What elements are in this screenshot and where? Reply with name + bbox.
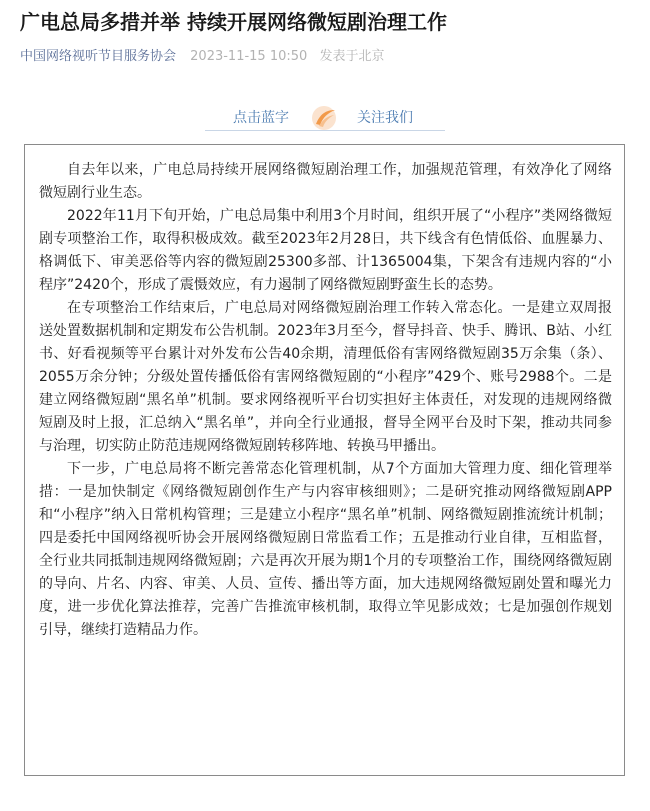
orange-swoosh-icon [308, 104, 340, 132]
account-name-link[interactable]: 中国网络视听节目服务协会 [20, 49, 177, 64]
follow-left-label[interactable]: 点击蓝字 [233, 110, 289, 126]
follow-divider [205, 130, 445, 131]
paragraph-4: 下一步，广电总局将不断完善常态化管理机制，从7个方面加大管理力度、细化管理举措：一是加快制定《网络微短剧创作生产与内容审核细则》；二是研究推动网络微短剧APP和“小程序”纳入日常机构管理；三是建立小程序“黑名单”机制、网络微短剧推流统计机制；四是委托中国网络视听协会开展网络微短剧日常监看工作；五是推动行业自律，互相监督，全行业共同抵制违规网络微短剧；六是再次开展为期1个月的专项整治工作，围绕网络微短剧的导向、片名、内容、审美、人员、宣传、播出等方面，加大违规网络微短剧处置和曝光力度，进一步优化算法推荐，完善广告推流审核机制，取得立竿见影成效；七是加强创作规划引导，继续打造精品力作。 [39, 461, 612, 638]
publish-location: 发表于北京 [319, 49, 385, 64]
article-meta [20, 48, 384, 66]
follow-banner[interactable] [205, 104, 445, 132]
article-content-box [24, 144, 625, 776]
paragraph-2: 2022年11月下旬开始，广电总局集中利用3个月时间，组织开展了“小程序”类网络微短剧专项整治工作，取得积极成效。截至2023年2月28日，共下线含有色情低俗、血腥暴力、格调低下、审美恶俗等内容的微短剧25300多部、计1365004集，下架含有违规内容的“小程序”2420个，形成了震慑效应，有力遏制了网络微短剧野蛮生长的态势。 [39, 208, 612, 293]
follow-right-label[interactable]: 关注我们 [357, 110, 413, 126]
article-title: 广电总局多措并举 持续开展网络微短剧治理工作 [20, 10, 447, 34]
paragraph-3: 在专项整治工作结束后，广电总局对网络微短剧治理工作转入常态化。一是建立双周报送处置数据机制和定期发布公告机制。2023年3月至今，督导抖音、快手、腾讯、B站、小红书、好看视频等平台累计对外发布公告40余期，清理低俗有害网络微短剧35万余集（条）、2055万余分钟；分级处置传播低俗有害网络微短剧的“小程序”429个、账号2988个。二是建立网络微短剧“黑名单”机制。要求网络视听平台切实担好主体责任，对发现的违规网络微短剧及时上报，汇总纳入“黑名单”，并向全行业通报，督导全网平台及时下架，推动共同参与治理，切实防止防范违规网络微短剧转移阵地、转换马甲播出。 [39, 300, 612, 454]
publish-date: 2023-11-15 10:50 [190, 49, 308, 64]
paragraph-1: 自去年以来，广电总局持续开展网络微短剧治理工作，加强规范管理，有效净化了网络微短剧行业生态。 [39, 162, 612, 201]
